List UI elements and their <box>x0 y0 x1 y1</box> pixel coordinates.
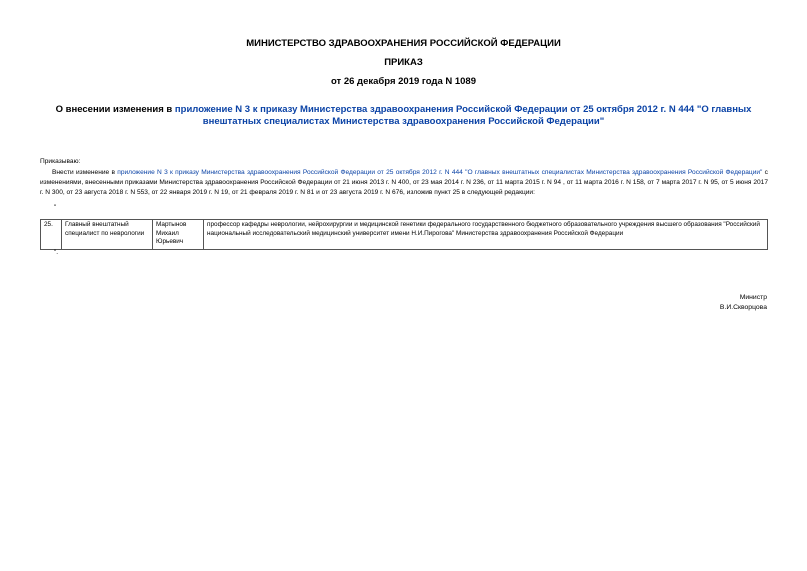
paragraph-link[interactable]: приложение N 3 к приказу Министерства здравоохранения Российской Федерации от 25 октября 2012 г. N 444 "О главных внештатных специалистах Министерства здравоохранения Российской Федерации" <box>117 169 763 176</box>
row-name: Мартынов Михаил Юрьевич <box>153 220 204 250</box>
document-type: ПРИКАЗ <box>384 57 423 68</box>
order-intro: Приказываю: <box>40 158 81 165</box>
quote-close-mark: ". <box>54 249 59 256</box>
paragraph-prefix: Внести изменение в <box>52 169 118 176</box>
row-description: профессор кафедры неврологии, нейрохирургии и медицинской генетики федерального государственного бюджетного образовательного учреждения высшего образования "Российский национальный исследовательский медицинский университет имени Н.И.Пирогова" Министерства здравоохранения Российской Федерации <box>204 220 768 250</box>
title-prefix: О внесении изменения в <box>55 104 175 115</box>
signature-name: В.И.Скворцова <box>719 304 767 311</box>
document-title <box>40 104 767 128</box>
title-link[interactable]: приложение N 3 к приказу Министерства здравоохранения Российской Федерации от 25 октября 2012 г. N 444 "О главных внештатных специалистах Министерства здравоохранения Российской Федерации" <box>174 104 752 127</box>
quote-open-mark: " <box>54 204 57 211</box>
row-number: 25. <box>41 220 62 250</box>
ministry-heading: МИНИСТЕРСТВО ЗДРАВООХРАНЕНИЯ РОССИЙСКОЙ ФЕДЕРАЦИИ <box>246 38 561 49</box>
signature-role: Министр <box>739 294 767 301</box>
specialist-table <box>40 219 768 250</box>
row-position: Главный внештатный специалист по неврологии <box>62 220 153 250</box>
paragraph-rest: с изменениями, внесенными приказами Министерства здравоохранения Российской Федерации от 21 июня 2013 г. N 400, от 23 мая 2014 г. N 236, от 11 марта 2015 г. N 94 , от 11 марта 2016 г. N 158, от 7 марта 2017 г. N 95, от 5 июня 2017 г. N 300, от 23 августа 2018 г. N 553, от 22 января 2019 г. N 19, от 21 февраля 2019 г. N 81 и от 23 августа 2019 г. N 676, изложив пункт 25 в следующей редакции: <box>40 169 768 196</box>
document-date-number: от 26 декабря 2019 года N 1089 <box>330 76 476 87</box>
order-paragraph <box>40 168 768 198</box>
table-row <box>41 220 768 250</box>
signature-block <box>720 293 767 313</box>
